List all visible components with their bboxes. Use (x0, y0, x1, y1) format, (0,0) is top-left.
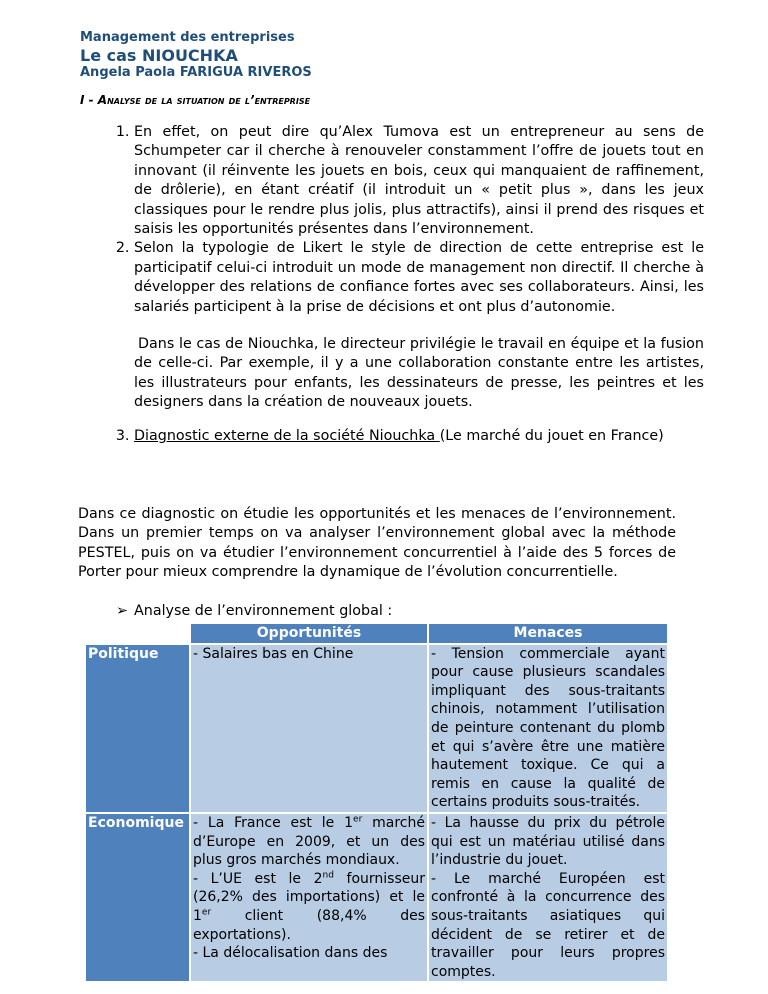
eco-opp-1: - La France est le 1er marché d’Europe en 2009, et un des plus gros marchés mondiaux. (193, 814, 425, 869)
pestel-table (84, 622, 669, 983)
point-2 (134, 239, 704, 412)
author-name: Angela Paola FARIGUA RIVEROS (80, 65, 312, 80)
economique-menaces (429, 814, 667, 981)
point-2-text: Selon la typologie de Likert le style de direction de cette entreprise est le participatif celui-ci introduit un mode de management non directif. Il cherche à développer des relations de confiance fortes avec ses collaborateurs. Ainsi, les salariés participent à la prise de décisions et ont plus d’autonomie. (134, 240, 704, 315)
point-1 (134, 123, 704, 239)
eco-men-1: - La hausse du prix du pétrole qui est un matériau utilisé dans l’industrie du jouet. (431, 814, 665, 869)
eco-men-2: - Le marché Européen est confronté à la concurrence des sous-traitants asiatiques qui décident de se retirer et de travailler pour leurs propres comptes. (431, 870, 665, 980)
header-opportunites: Opportunités (191, 624, 427, 643)
document-header (80, 30, 312, 81)
analysis-list (106, 123, 704, 446)
table-row-economique (86, 814, 667, 981)
point-3-subtitle: (Le marché du jouet en France) (439, 427, 664, 444)
politique-menaces: - Tension commerciale ayant pour cause plusieurs scandales impliquant des sous-traitants chinois, notamment l’utilisation de peinture contenant du plomb et qui s’avère être une matière hautement toxique. Ce qui a remis en cause la qualité de certains produits sous-traités. (431, 645, 665, 811)
row-label-economique: Economique (86, 814, 189, 981)
politique-opportunites: - Salaires bas en Chine (191, 645, 427, 812)
eco-opp-2: - L’UE est le 2nd fournisseur (26,2% des importations) et le 1er client (88,4% des exportations). (193, 870, 425, 943)
course-name: Management des entreprises (80, 30, 295, 45)
header-menaces: Menaces (429, 624, 667, 643)
point-2-example: Dans le cas de Niouchka, le directeur privilégie le travail en équipe et la fusion de celle-ci. Par exemple, il y a une collaboration constante entre les artistes, les illustrateurs pour enfants, les dessinateurs de presse, les peintres et les designers dans la création de nouveaux jouets. (134, 336, 704, 411)
global-env-label: Analyse de l’environnement global : (133, 603, 393, 619)
point-3 (134, 427, 704, 446)
table-row-politique (86, 645, 667, 812)
section-title (80, 93, 310, 107)
economique-opportunites (191, 814, 427, 981)
point-3-heading: Diagnostic externe de la société Niouchka (134, 427, 440, 444)
point-1-text: En effet, on peut dire qu’Alex Tumova est un entrepreneur au sens de Schumpeter car il cherche à renouveler constamment l’offre de jouets tout en innovant (il réinvente les jouets en bois, ceux qui manquaient de raffinement, de drôlerie), en étant créatif (il introduit un « petit plus », dans les jeux classiques pour le rendre plus jolis, plus attractifs), ainsi il prend des risques et saisis les opportunités présentes dans l’environnement. (134, 124, 704, 238)
eco-opp-3: - La délocalisation dans des (193, 945, 388, 962)
table-header-row (86, 624, 667, 643)
row-label-politique: Politique (86, 645, 189, 812)
diagnostic-intro: Dans ce diagnostic on étudie les opportunités et les menaces de l’environnement. Dans un premier temps on va analyser l’environnement global avec la méthode PESTEL, puis on va étudier l’environnement concurrentiel à l’aide des 5 forces de Porter pour mieux comprendre la dynamique de l’évolution concurrentielle. (78, 506, 676, 581)
case-title: Le cas NIOUCHKA (80, 46, 238, 65)
section-title-text: I - Analyse de la situation de l’entreprise (80, 93, 311, 107)
global-env-bullet (116, 603, 392, 619)
arrow-bullet-icon: ➢ (116, 603, 128, 619)
table-corner (86, 624, 189, 643)
